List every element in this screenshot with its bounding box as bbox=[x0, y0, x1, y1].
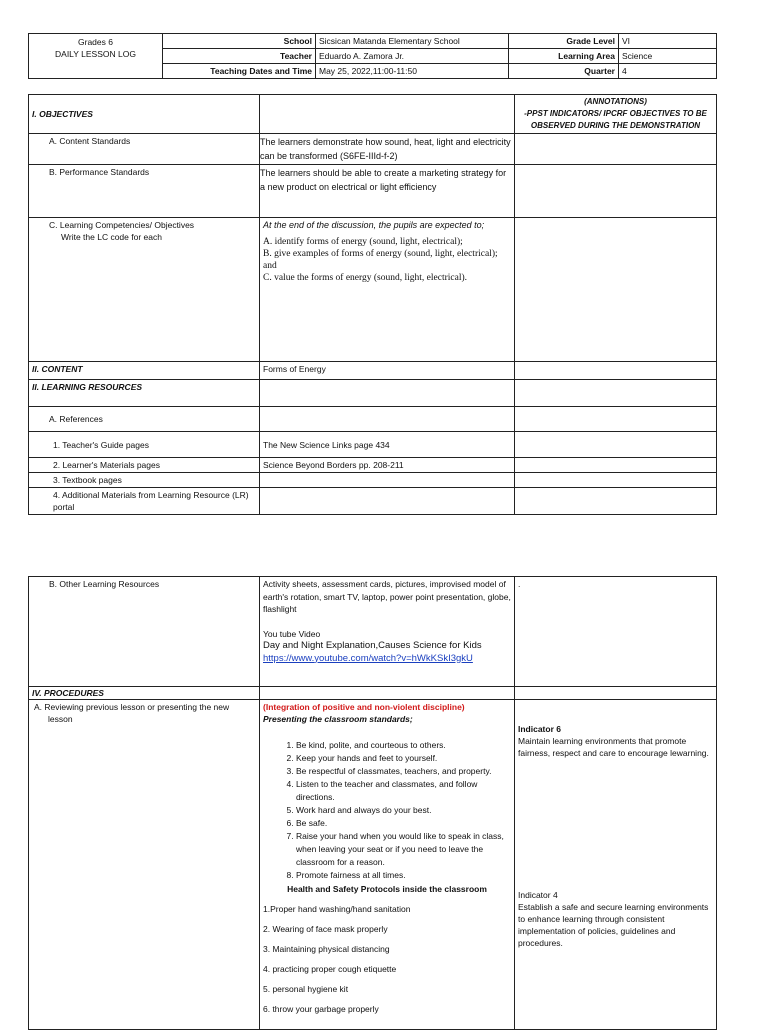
integration-note: (Integration of positive and non-violent discipline) bbox=[263, 702, 465, 712]
grades-cell bbox=[29, 34, 163, 79]
standard-item: 3. Be respectful of classmates, teachers, and property. bbox=[296, 765, 511, 778]
procedures-table bbox=[28, 576, 717, 1030]
competency-c: C. value the forms of energy (sound, light, electrical). bbox=[263, 273, 468, 283]
grades-text: Grades 6 bbox=[78, 37, 113, 47]
content-label: II. CONTENT bbox=[29, 362, 260, 380]
school-value: Sicsican Matanda Elementary School bbox=[316, 34, 509, 49]
dates-value: May 25, 2022,11:00-11:50 bbox=[316, 64, 509, 79]
standard-item: 6. Be safe. bbox=[296, 817, 511, 830]
content-standards-label: A. Content Standards bbox=[29, 134, 260, 165]
standard-item: 5. Work hard and always do your best. bbox=[296, 804, 511, 817]
standard-item: 7. Raise your hand when you would like to speak in class, when leaving your seat or if you need to leave the classroom for a reason. bbox=[296, 830, 511, 869]
lm-label: 2. Learner's Materials pages bbox=[29, 458, 260, 473]
protocol-item: 2. Wearing of face mask properly bbox=[263, 924, 388, 934]
procedure-a-content bbox=[260, 700, 515, 1030]
grade-level-value: VI bbox=[619, 34, 717, 49]
standard-item: 8. Promote fairness at all times. bbox=[296, 869, 511, 882]
resources-label: II. LEARNING RESOURCES bbox=[29, 380, 260, 407]
standard-item: 2. Keep your hands and feet to yourself. bbox=[296, 752, 511, 765]
other-annotation: . bbox=[515, 577, 717, 687]
indicator6-title: Indicator 6 bbox=[518, 724, 561, 734]
other-resources-label: B. Other Learning Resources bbox=[29, 577, 260, 687]
protocol-item: 4. practicing proper cough etiquette bbox=[263, 964, 397, 974]
quarter-label: Quarter bbox=[509, 64, 619, 79]
learning-area-value: Science bbox=[619, 49, 717, 64]
competencies-value bbox=[260, 218, 515, 362]
lm-value: Science Beyond Borders pp. 208-211 bbox=[260, 458, 515, 473]
protocols-title: Health and Safety Protocols inside the classroom bbox=[287, 884, 487, 894]
objectives-label: I. OBJECTIVES bbox=[29, 95, 260, 134]
content-standards-value: The learners demonstrate how sound, heat, light and electricity can be transformed (S6FE-IIId-f-2) bbox=[260, 134, 515, 165]
competencies-sublabel: Write the LC code for each bbox=[61, 232, 162, 242]
protocol-item: 5. personal hygiene kit bbox=[263, 984, 349, 994]
learning-area-label: Learning Area bbox=[509, 49, 619, 64]
standard-item: 1. Be kind, polite, and courteous to others. bbox=[296, 739, 511, 752]
annotations-header: (ANNOTATIONS) -PPST INDICATORS/ IPCRF OBJECTIVES TO BE OBSERVED DURING THE DEMONSTRATION bbox=[515, 95, 717, 134]
standard-item: 4. Listen to the teacher and classmates, and follow directions. bbox=[296, 778, 511, 804]
header-table bbox=[28, 33, 717, 79]
performance-standards-value: The learners should be able to create a marketing strategy for a new product on electrical or light efficiency bbox=[260, 165, 515, 218]
video-link[interactable]: https://www.youtube.com/watch?v=hWkKSkI3gkU bbox=[263, 652, 473, 664]
indicator6-text: Maintain learning environments that promote fairness, respect and care to encourage lewarning. bbox=[518, 736, 709, 758]
protocol-item: 6. throw your garbage properly bbox=[263, 1004, 379, 1014]
teacher-label: Teacher bbox=[163, 49, 316, 64]
school-label: School bbox=[163, 34, 316, 49]
content-value: Forms of Energy bbox=[260, 362, 515, 380]
tg-label: 1. Teacher's Guide pages bbox=[29, 432, 260, 458]
performance-standards-label: B. Performance Standards bbox=[29, 165, 260, 218]
procedure-a-label: A. Reviewing previous lesson or presenting the new lesson bbox=[29, 700, 260, 1030]
log-title: DAILY LESSON LOG bbox=[55, 49, 136, 59]
protocols-list bbox=[263, 903, 511, 1015]
video-label: You tube Video bbox=[263, 628, 321, 639]
competencies-intro: At the end of the discussion, the pupils are expected to; bbox=[263, 220, 485, 230]
video-title: Day and Night Explanation,Causes Science for Kids bbox=[263, 640, 482, 651]
procedures-label: IV. PROCEDURES bbox=[29, 687, 260, 700]
other-resources-text: Activity sheets, assessment cards, pictures, improvised model of earth's rotation, smart TV, laptop, power point presentation, globe, flashlight bbox=[263, 579, 511, 614]
teacher-value: Eduardo A. Zamora Jr. bbox=[316, 49, 509, 64]
competency-a: A. identify forms of energy (sound, light, electrical); bbox=[263, 237, 463, 247]
protocol-item: 3. Maintaining physical distancing bbox=[263, 944, 390, 954]
standards-title: Presenting the classroom standards; bbox=[263, 714, 413, 724]
dates-label: Teaching Dates and Time bbox=[163, 64, 316, 79]
competencies-label: C. Learning Competencies/ Objectives bbox=[49, 220, 195, 230]
other-resources-value bbox=[260, 577, 515, 687]
indicator4-title: Indicator 4 bbox=[518, 890, 558, 900]
quarter-value: 4 bbox=[619, 64, 717, 79]
competencies-label-cell bbox=[29, 218, 260, 362]
competency-b: B. give examples of forms of energy (sound, light, electrical); and bbox=[263, 249, 498, 271]
objectives-table bbox=[28, 94, 717, 515]
indicator4-text: Establish a safe and secure learning environments to enhance learning through consistent implementation of policies, guidelines and procedures. bbox=[518, 902, 709, 948]
textbook-label: 3. Textbook pages bbox=[29, 473, 260, 488]
protocol-item: 1.Proper hand washing/hand sanitation bbox=[263, 904, 411, 914]
procedure-a-annotation bbox=[515, 700, 717, 1030]
standards-list bbox=[263, 739, 511, 882]
additional-label: 4. Additional Materials from Learning Resource (LR) portal bbox=[29, 488, 260, 515]
grade-level-label: Grade Level bbox=[509, 34, 619, 49]
references-label: A. References bbox=[29, 407, 260, 432]
tg-value: The New Science Links page 434 bbox=[260, 432, 515, 458]
